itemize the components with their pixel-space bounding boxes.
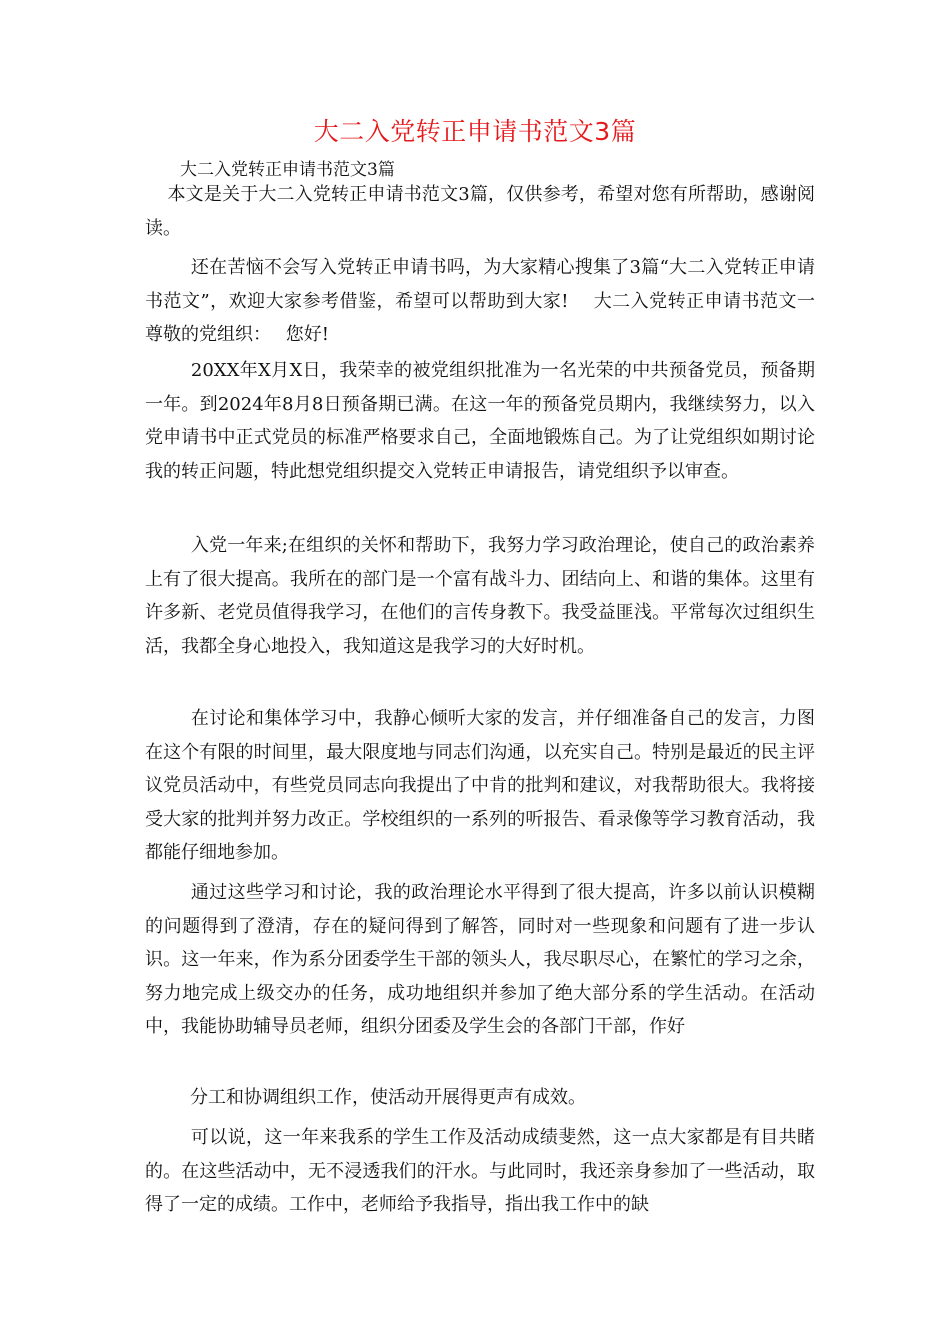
- paragraph-body-3: 在讨论和集体学习中，我静心倾听大家的发言，并仔细准备自己的发言，力图在这个有限的时间里，最大限度地与同志们沟通，以充实自己。特别是最近的民主评议党员活动中，有些党员同志向我提出了中肯的批判和建议，对我帮助很大。我将接受大家的批判并努力改正。学校组织的一系列的听报告、看录像等学习教育活动，我都能仔细地参加。: [145, 708, 815, 863]
- document-subtitle: 大二入党转正申请书范文3篇: [180, 160, 395, 180]
- paragraph-body-1: 20XX年X月X日，我荣幸的被党组织批准为一名光荣的中共预备党员，预备期一年。到2024年8月8日预备期已满。在这一年的预备党员期内，我继续努力，以入党申请书中正式党员的标准严格要求自己，全面地锻炼自己。为了让党组织如期讨论我的转正问题，特此想党组织提交入党转正申请报告，请党组织予以审查。: [145, 360, 815, 482]
- document-title: 大二入党转正申请书范文3篇: [313, 117, 637, 146]
- paragraph-body-2: 入党一年来;在组织的关怀和帮助下，我努力学习政治理论，使自己的政治素养上有了很大提高。我所在的部门是一个富有战斗力、团结向上、和谐的集体。这里有许多新、老党员值得我学习，在他们的言传身教下。我受益匪浅。平常每次过组织生活，我都全身心地投入，我知道这是我学习的大好时机。: [145, 535, 815, 657]
- paragraph-preface: 还在苦恼不会写入党转正申请书吗，为大家精心搜集了3篇“大二入党转正申请书范文”，欢迎大家参考借鉴，希望可以帮助到大家! 大二入党转正申请书范文一 尊敬的党组织： 您好!: [145, 257, 839, 345]
- paragraph-intro: 本文是关于大二入党转正申请书范文3篇，仅供参考，希望对您有所帮助，感谢阅读。: [145, 184, 815, 239]
- paragraph-body-4: 通过这些学习和讨论，我的政治理论水平得到了很大提高，许多以前认识模糊的问题得到了澄清，存在的疑问得到了解答，同时对一些现象和问题有了进一步认识。这一年来，作为系分团委学生干部的领头人，我尽职尽心，在繁忙的学习之余，努力地完成上级交办的任务，成功地组织并参加了绝大部分系的学生活动。在活动中，我能协助辅导员老师，组织分团委及学生会的各部门干部，作好: [145, 882, 815, 1037]
- paragraph-body-5: 分工和协调组织工作，使活动开展得更声有成效。: [190, 1087, 586, 1108]
- paragraph-body-6: 可以说，这一年来我系的学生工作及活动成绩斐然，这一点大家都是有目共睹的。在这些活动中，无不浸透我们的汗水。与此同时，我还亲身参加了一些活动，取得了一定的成绩。工作中，老师给予我指导，指出我工作中的缺: [145, 1127, 815, 1215]
